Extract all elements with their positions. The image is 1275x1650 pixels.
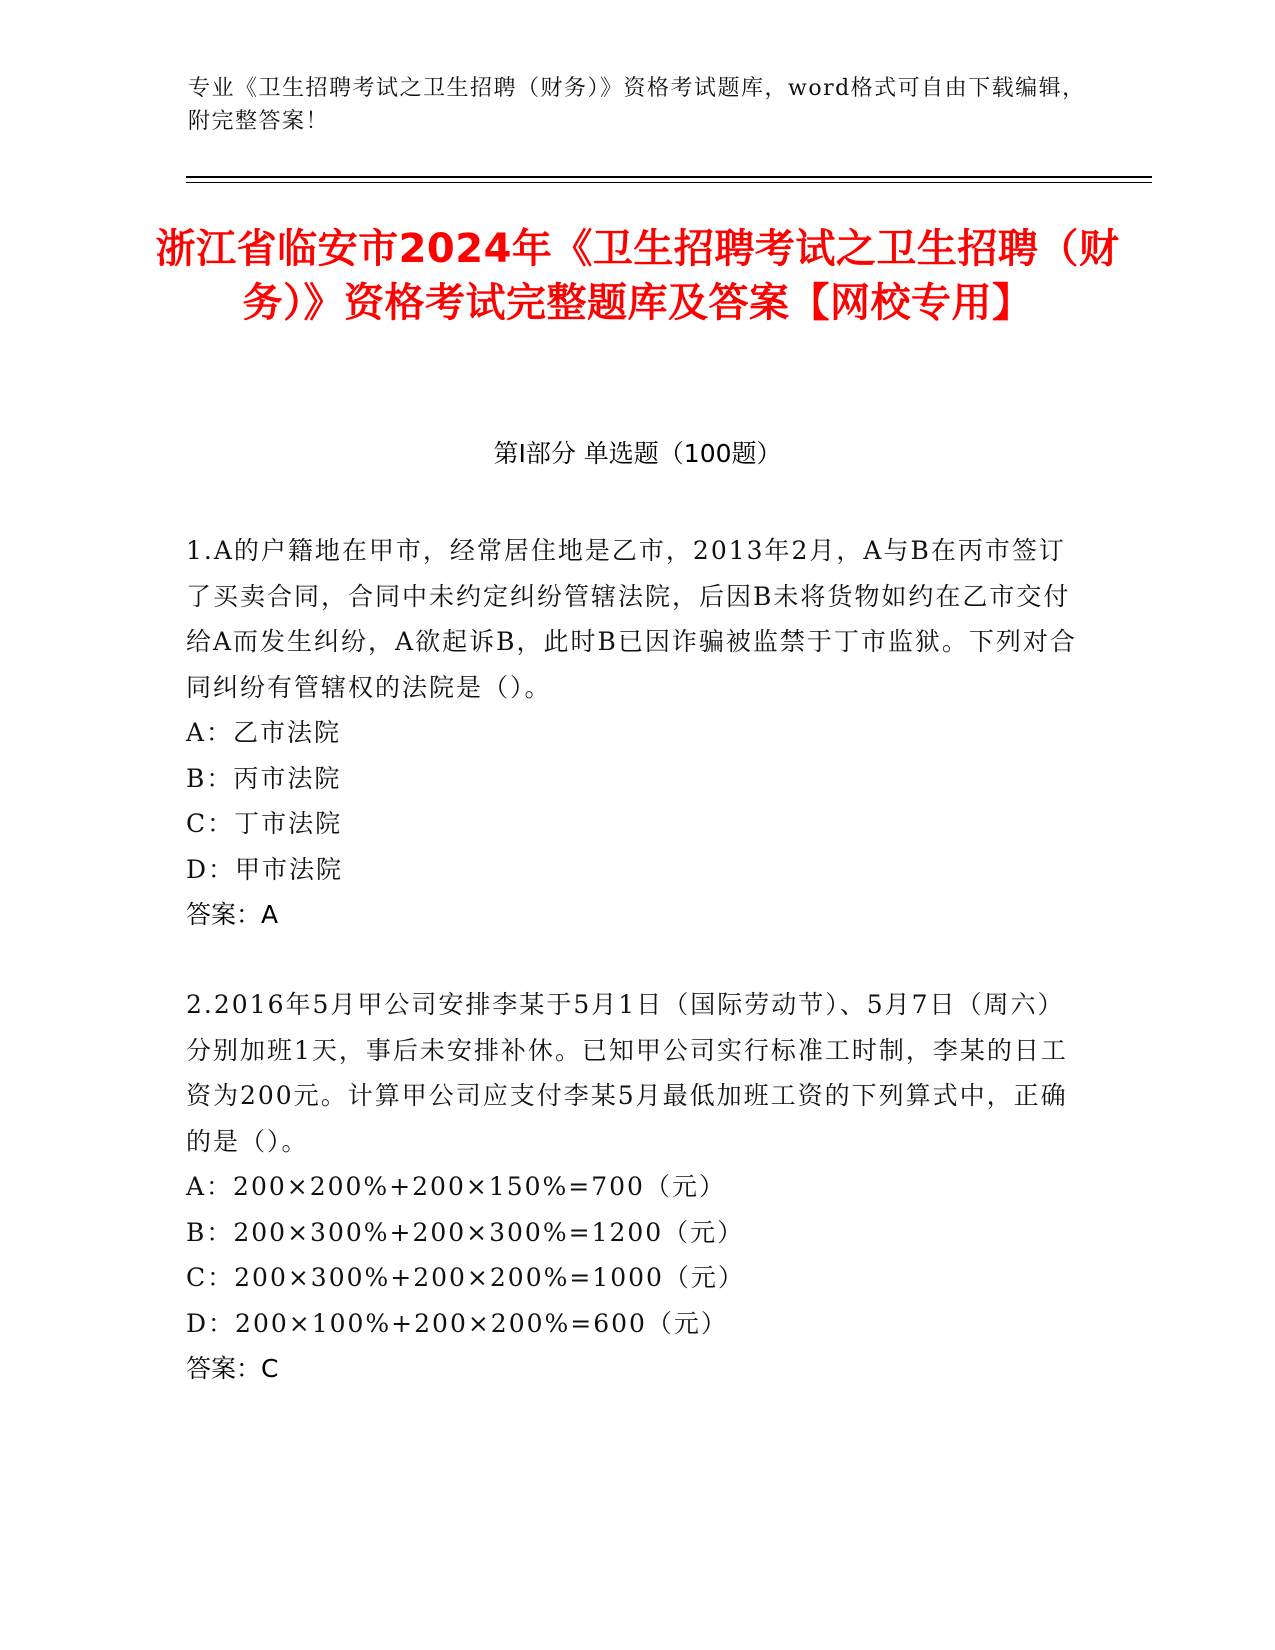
answer-line: 答案：A <box>186 900 279 929</box>
header-note: 专业《卫生招聘考试之卫生招聘（财务）》资格考试题库，word格式可自由下载编辑，附完整答案！ <box>188 76 1086 134</box>
option-a: A：200×200%+200×150%=700（元） <box>186 1172 726 1201</box>
header-divider-thin <box>186 182 1152 183</box>
question-stem: 2.2016年5月甲公司安排李某于5月1日（国际劳动节）、5月7日（周六）分别加班1天，事后未安排补休。已知甲公司实行标准工时制，李某的日工资为200元。计算甲公司应支付李某5月最低加班工资的下列算式中，正确的是（）。 <box>186 990 1068 1156</box>
option-b: B：200×300%+200×300%=1200（元） <box>186 1217 745 1247</box>
option-d: D：200×100%+200×200%=600（元） <box>186 1308 728 1338</box>
header-divider-thick <box>186 176 1152 178</box>
option-b: B：丙市法院 <box>186 763 342 793</box>
option-c: C：200×300%+200×200%=1000（元） <box>186 1263 745 1292</box>
document-title: 浙江省临安市2024年《卫生招聘考试之卫生招聘（财务）》资格考试完整题库及答案【网校专用】 <box>155 226 1120 326</box>
question-block <box>186 982 1086 1392</box>
option-c: C：丁市法院 <box>186 809 343 838</box>
question-stem: 1.A的户籍地在甲市，经常居住地是乙市，2013年2月，A与B在丙市签订了买卖合同，合同中未约定纠纷管辖法院，后因B未将货物如约在乙市交付给A而发生纠纷，A欲起诉B，此时B已因诈骗被监禁于丁市监狱。下列对合同纠纷有管辖权的法院是（）。 <box>186 536 1077 702</box>
option-a: A：乙市法院 <box>186 718 342 747</box>
answer-line: 答案：C <box>186 1354 279 1383</box>
question-block <box>186 528 1086 938</box>
option-d: D：甲市法院 <box>186 854 344 884</box>
section-heading: 第I部分 单选题（100题） <box>493 439 782 468</box>
